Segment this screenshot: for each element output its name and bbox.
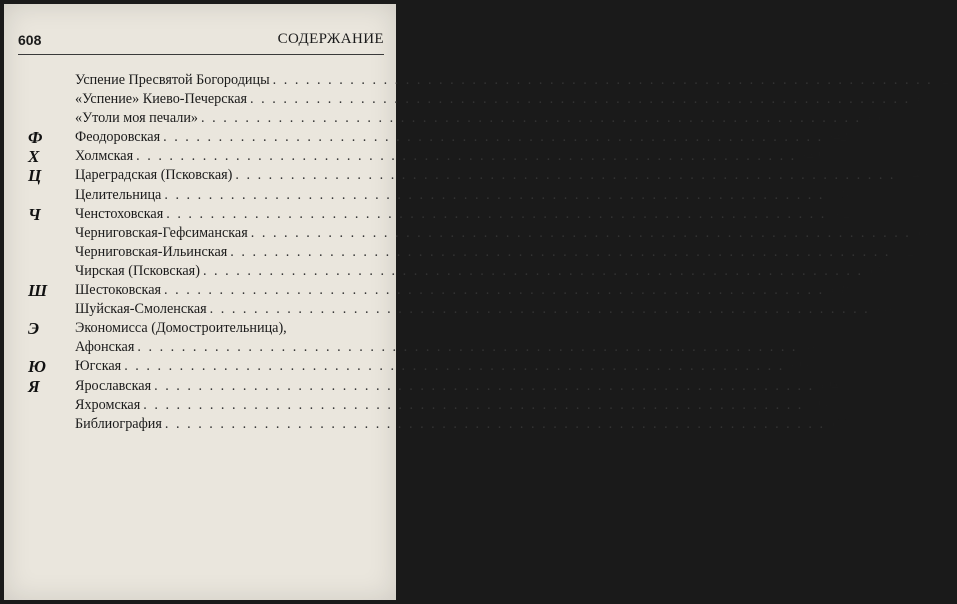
dot-leader: . . . . . . . . . . . . . . . . . . . . . . . . . . . . . . . . . . . . . . . . . . . . . . . . . . . . . . . . . . . . (164, 186, 825, 203)
toc-entry (75, 128, 848, 147)
dot-leader: . . . . . . . . . . . . . . . . . . . . . . . . . . . . . . . . . . . . . . . . . . . . . . . . . . . . . . . . . . . . (137, 339, 798, 356)
page-reference: 536 (864, 110, 886, 127)
entry-title: Экономисса (Домостроительница), (75, 320, 287, 337)
toc-row (4, 357, 809, 377)
section-letter: Я (28, 376, 40, 396)
running-title: СОДЕРЖАНИЕ (277, 31, 384, 47)
dot-leader: . . . . . . . . . . . . . . . . . . . . . . . . . . . . . . . . . . . . . . . . . . . . . . . . . . . . . . . . . . . . (154, 377, 815, 394)
page-header (18, 28, 384, 55)
page-reference: 572 (893, 243, 915, 260)
page-reference: 559 (827, 186, 849, 203)
dot-leader: . . . . . . . . . . . . . . . . . . . . . . . . . . . . . . . . . . . . . . . . . . . . . . . . . . . . . . . . . . . . (209, 301, 870, 318)
page-reference: 542 (826, 129, 848, 146)
page-reference: 581 (872, 301, 894, 318)
entry-title: Черниговская-Ильинская (75, 243, 228, 260)
toc-row (4, 109, 886, 128)
page-reference: 575 (866, 262, 888, 279)
toc-row (4, 396, 828, 415)
entry-title: Ярославская (75, 377, 152, 394)
dot-leader: . . . . . . . . . . . . . . . . . . . . . . . . . . . . . . . . . . . . . . . . . . . . . . . . . . . . . . . . . . . . (272, 72, 933, 88)
dot-leader: . . . . . . . . . . . . . . . . . . . . . . . . . . . . . . . . . . . . . . . . . . . . . . . . . . . . . . . . . . . . (136, 148, 797, 165)
dot-leader: . . . . . . . . . . . . . . . . . . . . . . . . . . . . . . . . . . . . . . . . . . . . . . . . . . . . . . . . . . . . (143, 396, 804, 413)
toc-entry (75, 224, 936, 243)
toc-entry (75, 147, 821, 166)
toc-row (4, 71, 957, 90)
entry-title: Целительница (75, 186, 162, 203)
toc-entry (75, 186, 849, 205)
toc-row (4, 128, 848, 148)
toc-entry (75, 166, 920, 185)
entry-title: Шуйская-Смоленская (75, 301, 207, 318)
toc-row (4, 376, 839, 396)
entry-title: Черниговская-Гефсиманская (75, 224, 248, 241)
toc-row (4, 243, 915, 262)
toc-entry (75, 109, 886, 128)
toc-entry (75, 415, 850, 434)
page-reference: 578 (827, 282, 849, 299)
toc-entry (75, 319, 374, 338)
page-reference: 599 (827, 415, 850, 432)
dot-leader: . . . . . . . . . . . . . . . . . . . . . . . . . . . . . . . . . . . . . . . . . . . . . . . . . . . . . . . . . . . . (250, 224, 911, 241)
entry-title: Афонская (75, 339, 135, 356)
toc-entry (75, 205, 851, 224)
entry-title: Шестоковская (75, 282, 162, 299)
toc-entry (75, 357, 809, 376)
toc-entry (75, 243, 915, 262)
toc-entry (75, 90, 935, 109)
entry-title: Библиография (75, 415, 162, 432)
toc-row (4, 415, 850, 434)
page-number: 608 (18, 32, 42, 48)
toc-row (4, 90, 935, 109)
toc-row (4, 281, 849, 301)
page-reference: 562 (829, 205, 851, 222)
section-letter: Х (28, 147, 40, 167)
page-reference: 596 (806, 396, 828, 413)
page-reference: 594 (817, 377, 839, 394)
page-reference: 585 (800, 339, 822, 356)
toc-row (4, 166, 920, 186)
toc-row (4, 338, 822, 357)
entry-title: Успение Пресвятой Богородицы (75, 72, 270, 88)
entry-title: Феодоровская (75, 129, 161, 146)
entry-title: «Успение» Киево-Печерская (75, 91, 248, 108)
entry-title: Ченстоховская (75, 205, 164, 222)
section-letter: Ф (28, 128, 43, 148)
page-reference: 549 (799, 148, 821, 165)
toc-entry (75, 338, 822, 357)
toc-entry (75, 377, 839, 396)
dot-leader: . . . . . . . . . . . . . . . . . . . . . . . . . . . . . . . . . . . . . . . . . . . . . . . . . . . . . . . . . . . . (202, 262, 864, 279)
toc-entry (75, 71, 957, 90)
entry-title: Югская (75, 358, 122, 375)
dot-leader: . . . . . . . . . . . . . . . . . . . . . . . . . . . . . . . . . . . . . . . . . . . . . . . . . . . . . . . . . . . . (164, 415, 825, 432)
section-letter: Ш (28, 281, 48, 301)
toc-row (4, 319, 396, 338)
entry-title: Яхромская (75, 396, 141, 413)
dot-leader: . . . . . . . . . . . . . . . . . . . . . . . . . . . . . . . . . . . . . . . . . . . . . . . . . . . . . . . . . . . . (235, 167, 896, 184)
toc-entry (75, 396, 828, 415)
toc-row (4, 300, 894, 319)
page-reference: 523 (935, 72, 957, 88)
page-reference: 590 (787, 358, 809, 375)
section-letter: Ч (28, 204, 41, 224)
dot-leader: . . . . . . . . . . . . . . . . . . . . . . . . . . . . . . . . . . . . . . . . . . . . . . . . . . . . . . . . . . . . (124, 358, 785, 375)
entry-title: «Утоли моя печали» (75, 110, 199, 127)
entry-title: Холмская (75, 148, 134, 165)
toc-entry (75, 300, 894, 319)
entry-title: Чирская (Псковская) (75, 262, 200, 279)
dot-leader: . . . . . . . . . . . . . . . . . . . . . . . . . . . . . . . . . . . . . . . . . . . . . . . . . . . . . . . . . . . . (201, 110, 862, 127)
toc-row (4, 147, 821, 167)
page-reference: 568 (913, 224, 936, 241)
dot-leader: . . . . . . . . . . . . . . . . . . . . . . . . . . . . . . . . . . . . . . . . . . . . . . . . . . . . . . . . . . . . (166, 205, 827, 222)
toc-row (4, 204, 851, 224)
section-letter: Э (28, 319, 40, 339)
toc-entry (75, 262, 888, 281)
section-letter: Ю (28, 357, 46, 377)
table-of-contents (4, 71, 957, 434)
entry-title: Цареградская (Псковская) (75, 167, 233, 184)
page-reference: 554 (898, 167, 920, 184)
book-page (4, 4, 957, 600)
toc-entry (75, 281, 849, 300)
toc-row (4, 262, 888, 281)
dot-leader: . . . . . . . . . . . . . . . . . . . . . . . . . . . . . . . . . . . . . . . . . . . . . . . . . . . . . . . . . . . . (164, 282, 825, 299)
dot-leader: . . . . . . . . . . . . . . . . . . . . . . . . . . . . . . . . . . . . . . . . . . . . . . . . . . . . . . . . . . . . (163, 129, 824, 146)
section-letter: Ц (28, 166, 42, 186)
dot-leader: . . . . . . . . . . . . . . . . . . . . . . . . . . . . . . . . . . . . . . . . . . . . . . . . . . . . . . . . . . . . (250, 91, 911, 108)
toc-row (4, 186, 849, 205)
dot-leader: . . . . . . . . . . . . . . . . . . . . . . . . . . . . . . . . . . . . . . . . . . . . . . . . . . . . . . . . . . . . (230, 243, 891, 260)
toc-row (4, 224, 936, 243)
page-reference: 533 (913, 91, 935, 108)
